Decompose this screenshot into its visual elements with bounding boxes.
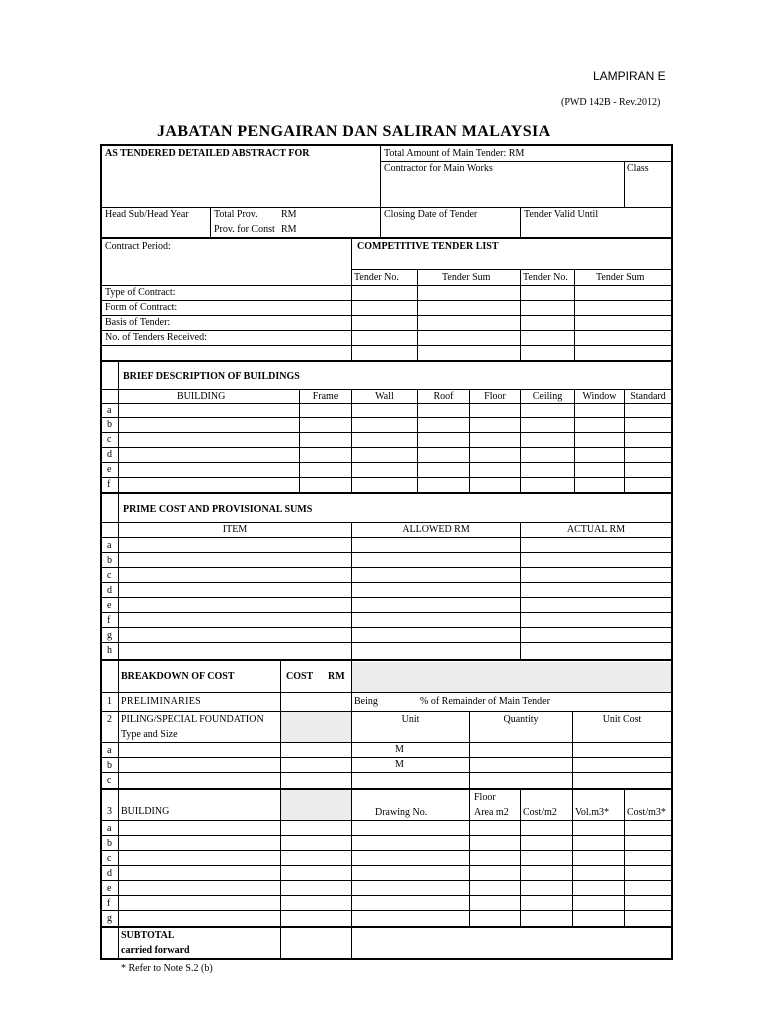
v-tl-1: [417, 269, 418, 361]
h-build-f: [102, 895, 671, 896]
col-frame: Frame: [312, 391, 339, 402]
v-bd-4: [520, 790, 521, 926]
h-pile-c: [102, 772, 671, 773]
v-letter-prime: [118, 494, 119, 660]
prime-col-actual: ACTUAL RM: [566, 524, 626, 535]
prov-const-rm: RM: [281, 224, 297, 235]
v-being-col: [351, 661, 352, 958]
h-buildings-head: [102, 389, 671, 390]
building-row-e: e: [107, 464, 112, 475]
h-contractor: [380, 161, 671, 162]
prov-const-label: Prov. for Const: [214, 224, 275, 235]
h-prime-e: [102, 597, 671, 598]
h-prime-h: [102, 642, 671, 643]
being-label: Being: [354, 696, 378, 707]
h-head-sub: [102, 207, 671, 208]
h-basis: [102, 315, 671, 316]
outer-top: [100, 144, 673, 146]
v-bcol-3: [417, 389, 418, 493]
head-sub-label: Head Sub/Head Year: [105, 209, 189, 220]
h-prime-f: [102, 612, 671, 613]
prime-col-item: ITEM: [222, 524, 248, 535]
col-wall: Wall: [375, 391, 394, 402]
build-row-f: f: [107, 898, 111, 909]
remainder-label: % of Remainder of Main Tender: [420, 696, 550, 707]
v-bcol-4: [469, 389, 470, 493]
h-prime-b: [102, 552, 671, 553]
building-row-f: f: [107, 479, 111, 490]
v-tender-valid: [520, 207, 521, 238]
build-row-e: e: [107, 883, 112, 894]
v-cost-col: [280, 661, 281, 958]
h-build-e: [102, 880, 671, 881]
h-building-e: [102, 462, 671, 463]
abstract-for-label: AS TENDERED DETAILED ABSTRACT FOR: [105, 148, 310, 159]
h-pile-b: [102, 757, 671, 758]
h-prime-start: [102, 492, 671, 494]
cost-m2-label: Cost/m2: [523, 807, 557, 818]
v-bcol-1: [299, 389, 300, 493]
pile-row-c: c: [107, 775, 112, 786]
basis-tender-label: Basis of Tender:: [105, 317, 171, 328]
buildings-title: BRIEF DESCRIPTION OF BUILDINGS: [123, 371, 300, 382]
v-pcol-1: [351, 522, 352, 660]
col-ceiling: Ceiling: [532, 391, 563, 402]
h-type-contract: [102, 285, 671, 286]
outer-right: [671, 144, 673, 960]
closing-date-label: Closing Date of Tender: [384, 209, 478, 220]
building-label: BUILDING: [121, 806, 170, 817]
h-building-d: [102, 447, 671, 448]
build-row-c: c: [107, 853, 112, 864]
prime-row-g: g: [107, 630, 112, 641]
h-prime-g: [102, 627, 671, 628]
building-row-d: d: [107, 449, 112, 460]
breakdown-rm: RM: [328, 671, 345, 682]
v-top-mid: [380, 146, 381, 238]
unit-cost-label: Unit Cost: [602, 714, 642, 725]
h-building-b: [102, 417, 671, 418]
h-subtotal: [102, 926, 671, 928]
outer-bottom: [100, 958, 673, 960]
h-prime-d: [102, 582, 671, 583]
building-row-a: a: [107, 405, 112, 416]
prime-row-b: b: [107, 555, 112, 566]
subtotal-label: SUBTOTAL: [121, 930, 175, 941]
pile-unit-a: M: [395, 744, 404, 755]
h-pile-a: [102, 742, 671, 743]
shade-piling: [281, 712, 351, 742]
h-tender-head: [351, 269, 671, 270]
v-bd-6: [624, 790, 625, 926]
tender-sum-1: Tender Sum: [442, 272, 491, 283]
piling-label: PILING/SPECIAL FOUNDATION: [121, 714, 264, 725]
prime-row-e: e: [107, 600, 112, 611]
h-no-tenders: [102, 330, 671, 331]
col-building: BUILDING: [177, 391, 226, 402]
v-bcol-2: [351, 389, 352, 493]
footnote: * Refer to Note S.2 (b): [121, 963, 213, 974]
h-form-contract: [102, 300, 671, 301]
col-standard: Standard: [630, 391, 666, 402]
quantity-label: Quantity: [503, 714, 539, 725]
item-number-2: 2: [107, 714, 112, 725]
cost-m3-label: Cost/m3*: [627, 807, 666, 818]
h-building-sec: [102, 788, 671, 790]
prime-row-d: d: [107, 585, 112, 596]
total-amount-label: Total Amount of Main Tender: RM: [384, 148, 525, 159]
floor-label: Floor: [474, 792, 496, 803]
h-prime-a: [102, 537, 671, 538]
area-label: Area m2: [474, 807, 509, 818]
h-buildings-start: [102, 360, 671, 362]
pile-row-b: b: [107, 760, 112, 771]
prime-row-a: a: [107, 540, 112, 551]
tender-no-2: Tender No.: [523, 272, 568, 283]
h-building-f: [102, 477, 671, 478]
no-tenders-label: No. of Tenders Received:: [105, 332, 207, 343]
pile-unit-b: M: [395, 759, 404, 770]
type-size-label: Type and Size: [121, 729, 178, 740]
total-prov-rm: RM: [281, 209, 297, 220]
col-window: Window: [582, 391, 617, 402]
h-contract-period: [102, 237, 671, 239]
prime-row-c: c: [107, 570, 112, 581]
drawing-no-label: Drawing No.: [375, 807, 428, 818]
v-letter-breakdown: [118, 661, 119, 958]
h-breakdown-start: [102, 659, 671, 661]
vol-label: Vol.m3*: [575, 807, 609, 818]
form-reference: (PWD 142B - Rev.2012): [561, 97, 661, 108]
v-bcol-5: [520, 389, 521, 493]
tender-valid-label: Tender Valid Until: [524, 209, 599, 220]
contractor-label: Contractor for Main Works: [384, 163, 493, 174]
h-build-d: [102, 865, 671, 866]
v-bcol-7: [624, 389, 625, 493]
h-build-a: [102, 820, 671, 821]
unit-label: Unit: [401, 714, 420, 725]
h-blank: [102, 345, 671, 346]
build-row-g: g: [107, 913, 112, 924]
build-row-a: a: [107, 823, 112, 834]
build-row-d: d: [107, 868, 112, 879]
h-preliminaries: [102, 692, 671, 693]
pile-row-a: a: [107, 745, 112, 756]
v-bd-5: [572, 790, 573, 926]
page-title: JABATAN PENGAIRAN DAN SALIRAN MALAYSIA: [157, 123, 551, 140]
h-building-c: [102, 432, 671, 433]
h-prime-head: [102, 522, 671, 523]
item-number-3: 3: [107, 806, 112, 817]
h-building-a: [102, 403, 671, 404]
v-tl-3: [574, 269, 575, 361]
building-row-b: b: [107, 419, 112, 430]
form-contract-label: Form of Contract:: [105, 302, 178, 313]
total-prov-label: Total Prov.: [214, 209, 258, 220]
tender-sum-2: Tender Sum: [596, 272, 645, 283]
h-prime-c: [102, 567, 671, 568]
tender-no-1: Tender No.: [354, 272, 399, 283]
class-label: Class: [627, 163, 649, 174]
h-build-c: [102, 850, 671, 851]
h-build-g: [102, 910, 671, 911]
h-piling: [102, 711, 671, 712]
v-bd-3: [469, 790, 470, 926]
v-tl-2: [520, 269, 521, 361]
col-roof: Roof: [433, 391, 454, 402]
breakdown-cost: COST: [286, 671, 314, 682]
v-letter-buildings: [118, 362, 119, 493]
item-number-1: 1: [107, 696, 112, 707]
prime-title: PRIME COST AND PROVISIONAL SUMS: [123, 504, 313, 515]
carried-forward-label: carried forward: [121, 945, 190, 956]
competitive-label: COMPETITIVE TENDER LIST: [357, 241, 499, 252]
type-contract-label: Type of Contract:: [105, 287, 176, 298]
prime-row-f: f: [107, 615, 111, 626]
prime-row-h: h: [107, 645, 112, 656]
h-build-b: [102, 835, 671, 836]
shade-breakdown: [352, 662, 671, 692]
building-row-c: c: [107, 434, 112, 445]
v-class: [624, 161, 625, 207]
build-row-b: b: [107, 838, 112, 849]
col-floor: Floor: [484, 391, 506, 402]
v-bcol-6: [574, 389, 575, 493]
shade-building: [281, 789, 351, 820]
v-total-prov: [210, 207, 211, 238]
v-pcol-2: [520, 522, 521, 660]
breakdown-title: BREAKDOWN OF COST: [121, 671, 235, 682]
contract-period-label: Contract Period:: [105, 241, 171, 252]
preliminaries-label: PRELIMINARIES: [121, 696, 202, 707]
prime-col-allowed: ALLOWED RM: [402, 524, 470, 535]
lampiran-label: LAMPIRAN E: [593, 69, 666, 83]
